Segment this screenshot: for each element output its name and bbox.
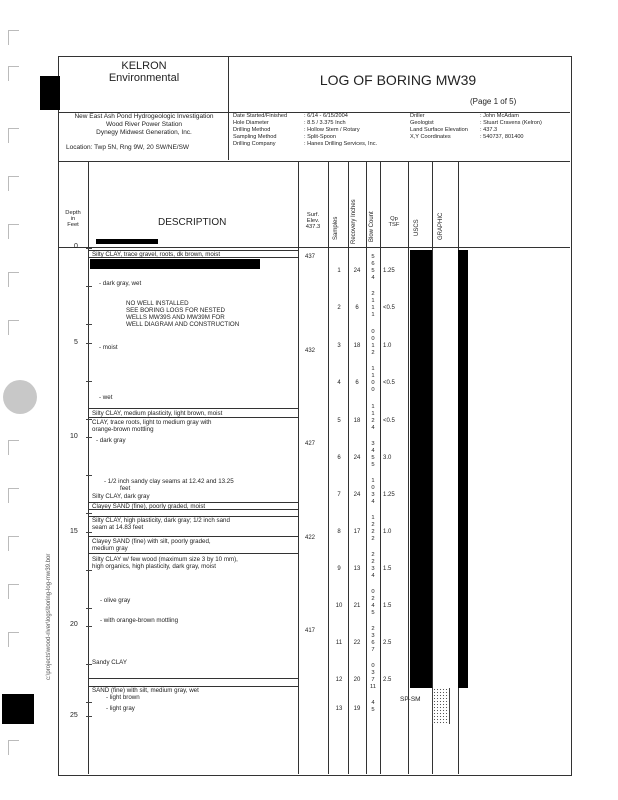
sample-number: 12	[335, 677, 343, 683]
margin-mark	[8, 536, 19, 551]
recovery-column-header: Recovery Inches	[351, 199, 357, 244]
depth-tick	[86, 608, 92, 609]
redaction-bar	[90, 259, 260, 269]
qp-value: 1.5	[383, 566, 392, 572]
layer-boundary	[88, 417, 298, 418]
well-note: NO WELL INSTALLED	[126, 300, 189, 307]
layer-description: Silty CLAY, high plasticity, dark gray; 1/2 inch sand	[92, 517, 230, 524]
elev-header-line: Surf.	[306, 212, 320, 218]
layer-description: CLAY, trace roots, light to medium gray with	[92, 419, 212, 426]
depth-tick	[86, 716, 92, 717]
layer-boundary	[88, 678, 298, 679]
redaction-column	[458, 250, 468, 688]
company-line1: KELRON	[121, 60, 167, 72]
personnel-value: : John McAdam	[480, 113, 519, 119]
sample-recovery: 18	[353, 343, 361, 349]
info-divider	[228, 112, 229, 160]
depth-header-line: in	[70, 216, 76, 222]
sample-recovery: 24	[353, 268, 361, 274]
layer-description: seam at 14.83 feet	[92, 524, 144, 531]
personnel-label: Driller	[410, 113, 425, 119]
blow-count-column-header: Blow Count	[369, 211, 375, 242]
project-location: Location: Twp 5N, Rng 9W, 20 SW/NE/SW	[66, 144, 190, 151]
qp-value: <0.5	[383, 380, 395, 386]
samples-column-header: Samples	[333, 216, 339, 240]
depth-label: 25	[70, 712, 78, 719]
info-bottom-rule	[58, 161, 570, 162]
depth-column-header	[60, 210, 86, 228]
personnel-label: X,Y Coordinates	[410, 134, 451, 140]
sample-number: 3	[337, 343, 341, 349]
sample-number: 13	[335, 706, 343, 712]
blow-counts: 2 3 6 7	[371, 626, 375, 653]
drilling-label: Hole Diameter	[233, 120, 269, 126]
depth-label: 5	[74, 339, 78, 346]
page-title: LOG OF BORING MW39	[319, 72, 477, 88]
qp-value: <0.5	[383, 305, 395, 311]
qp-value: 2.5	[383, 640, 392, 646]
drilling-value: : Hanes Drilling Services, Inc.	[304, 141, 378, 147]
uscs-symbol: SP-SM	[400, 696, 421, 703]
blow-counts: 1 1 2 4	[371, 404, 375, 431]
well-note: WELL DIAGRAM AND CONSTRUCTION	[126, 321, 240, 328]
layer-description: medium gray	[92, 545, 128, 552]
blow-counts: 1 2 2 2	[371, 515, 375, 542]
hole-punch-mark	[3, 380, 37, 414]
layer-note: - dark gray	[96, 437, 126, 444]
margin-mark	[8, 176, 19, 191]
sample-recovery: 21	[353, 603, 361, 609]
elev-header-line: Elev.	[306, 218, 320, 224]
personnel-info-values	[480, 113, 542, 141]
col-line-blow	[380, 161, 381, 774]
layer-note: - 1/2 inch sandy clay seams at 12.42 and 13.25	[104, 478, 234, 485]
depth-tick	[86, 286, 92, 287]
drilling-label: Sampling Method	[233, 134, 277, 140]
well-note: SEE BORING LOGS FOR NESTED	[126, 307, 226, 314]
margin-mark	[8, 488, 19, 503]
personnel-value: : 540737, 801400	[480, 134, 524, 140]
sample-number: 11	[335, 640, 343, 646]
layer-note: - dark gray, wet	[99, 280, 142, 287]
personnel-label: Geologist	[410, 120, 434, 126]
column-header-rule	[58, 247, 570, 248]
redaction-block	[2, 694, 34, 724]
sample-number: 1	[337, 268, 341, 274]
uscs-column-header: USCS	[414, 219, 420, 236]
col-line-qp	[408, 161, 409, 774]
personnel-value: : Stuart Cravens (Kelron)	[480, 120, 542, 126]
drilling-label: Drilling Method	[233, 127, 271, 133]
depth-label: 20	[70, 621, 78, 628]
col-line-recovery	[366, 161, 367, 774]
personnel-label: Land Surface Elevation	[410, 127, 468, 133]
qp-value: 1.0	[383, 343, 392, 349]
elev-header-line: 437.3	[305, 224, 321, 230]
depth-tick	[86, 513, 92, 514]
margin-mark	[8, 740, 19, 755]
sample-number: 9	[337, 566, 341, 572]
personnel-value: : 437.3	[480, 127, 498, 133]
qp-value: 3.0	[383, 455, 392, 461]
sample-recovery: 24	[353, 492, 361, 498]
elevation-column-header	[300, 212, 326, 230]
sample-recovery: 24	[353, 455, 361, 461]
drilling-value: : 8.5 / 3.375 Inch	[304, 120, 346, 126]
layer-boundary	[88, 553, 298, 554]
sample-number: 6	[337, 455, 341, 461]
depth-label: 0	[74, 243, 78, 250]
blow-counts: 1 0 3 4	[371, 478, 375, 505]
sample-recovery: 20	[353, 677, 361, 683]
elevation-value: 437	[305, 254, 316, 260]
blow-counts: 1 1 0 0	[371, 366, 375, 393]
graphic-column-header: GRAPHIC	[438, 212, 444, 240]
layer-description: Clayey SAND (fine), poorly graded, moist	[92, 503, 206, 510]
drilling-label: Date Started/Finished	[233, 113, 288, 119]
margin-mark	[8, 272, 19, 287]
qp-header-line: TSF	[388, 222, 400, 228]
margin-mark	[8, 30, 19, 45]
layer-boundary	[88, 408, 298, 409]
project-line1: New East Ash Pond Hydrogeologic Investigation	[74, 113, 214, 120]
depth-header-line: Feet	[67, 222, 79, 228]
depth-header-line: Depth	[65, 210, 81, 216]
sample-recovery: 22	[353, 640, 361, 646]
col-line-depth	[88, 161, 89, 774]
sample-recovery: 13	[353, 566, 361, 572]
margin-mark	[8, 128, 19, 143]
layer-note: - wet	[99, 394, 113, 401]
depth-label: 15	[70, 528, 78, 535]
layer-description: Silty CLAY, medium plasticity, light brown, moist	[92, 410, 223, 417]
well-note: WELLS MW39S AND MW39M FOR	[126, 314, 225, 321]
project-line2: Wood River Power Station	[105, 121, 183, 128]
margin-mark	[8, 632, 19, 647]
depth-label: 10	[70, 433, 78, 440]
sand-graphic-pattern	[432, 688, 450, 724]
company-line2: Environmental	[108, 72, 180, 84]
blow-counts: 4 5	[371, 700, 375, 713]
layer-description: Silty CLAY, dark gray	[92, 493, 150, 500]
blow-counts: 2 1 1 1	[371, 291, 375, 318]
sample-number: 8	[337, 529, 341, 535]
project-info	[60, 113, 228, 152]
layer-note: feet	[120, 485, 131, 492]
col-line-desc	[298, 161, 299, 774]
drilling-info-labels	[233, 113, 287, 148]
depth-tick	[86, 324, 92, 325]
redaction-column	[410, 250, 432, 688]
depth-tick	[86, 475, 92, 476]
layer-description: Sandy CLAY	[92, 659, 127, 666]
margin-mark	[8, 584, 19, 599]
elevation-value: 427	[305, 441, 316, 447]
qp-value: 2.5	[383, 677, 392, 683]
qp-value: 1.5	[383, 603, 392, 609]
layer-note: - light gray	[106, 705, 135, 712]
margin-mark	[8, 320, 19, 335]
company-name	[60, 60, 228, 84]
qp-header-line: Qp	[390, 216, 398, 222]
drilling-value: : Hollow Stem / Rotary	[304, 127, 360, 133]
sample-recovery: 19	[353, 706, 361, 712]
layer-description: Silty CLAY w/ few wood (maximum size 3 by 10 mm),	[92, 556, 238, 563]
redaction-block	[40, 76, 60, 110]
sample-number: 2	[337, 305, 341, 311]
qp-value: 1.25	[383, 492, 395, 498]
layer-description: Clayey SAND (fine) with silt, poorly graded,	[92, 538, 211, 545]
redaction-bar	[96, 239, 158, 244]
elevation-value: 422	[305, 535, 316, 541]
drilling-info-values	[304, 113, 377, 148]
depth-tick	[86, 381, 92, 382]
depth-tick	[86, 532, 92, 533]
depth-tick	[86, 570, 92, 571]
qp-column-header	[382, 216, 406, 228]
margin-mark	[8, 440, 19, 455]
blow-counts: 0 2 4 5	[371, 589, 375, 616]
file-path-footer: c:\projects\wood-river\logs\boring-log-mw39.bor	[46, 553, 52, 680]
sample-recovery: 17	[353, 529, 361, 535]
layer-description: high organics, high plasticity, dark gray, moist	[92, 563, 216, 570]
qp-value: 1.25	[383, 268, 395, 274]
elevation-value: 432	[305, 348, 316, 354]
layer-note: - moist	[99, 344, 118, 351]
depth-tick	[86, 702, 92, 703]
depth-tick	[86, 437, 92, 438]
elevation-value: 417	[305, 628, 316, 634]
blow-counts: 3 4 5 5	[371, 441, 375, 468]
description-column-header: DESCRIPTION	[158, 217, 227, 228]
layer-note: - with orange-brown mottling	[100, 617, 179, 624]
layer-note: - light brown	[106, 694, 140, 701]
sample-recovery: 18	[353, 418, 361, 424]
layer-description: orange-brown mottling	[92, 426, 154, 433]
sample-number: 5	[337, 418, 341, 424]
sample-recovery: 6	[355, 380, 359, 386]
sample-number: 10	[335, 603, 343, 609]
margin-mark	[8, 66, 19, 81]
layer-description: SAND (fine) with silt, medium gray, wet	[92, 687, 199, 694]
blow-counts: 2 2 3 4	[371, 552, 375, 579]
col-line-uscs	[432, 161, 433, 774]
drilling-value: : 6/14 - 6/15/2004	[304, 113, 348, 119]
project-line3: Dynegy Midwest Generation, Inc.	[96, 129, 192, 136]
drilling-value: : Split-Spoon	[304, 134, 337, 140]
personnel-info-labels	[410, 113, 468, 141]
qp-value: <0.5	[383, 418, 395, 424]
qp-value: 1.0	[383, 529, 392, 535]
drilling-label: Drilling Company	[233, 141, 276, 147]
sample-recovery: 6	[355, 305, 359, 311]
col-line-elev	[328, 161, 329, 774]
blow-counts: 0 3 7 11	[369, 663, 377, 690]
blow-counts: 5 6 5 4	[371, 254, 375, 281]
margin-mark	[8, 224, 19, 239]
page-count: (Page 1 of 5)	[470, 97, 517, 106]
sample-number: 7	[337, 492, 341, 498]
layer-note: - olive gray	[100, 597, 131, 604]
layer-boundary	[88, 536, 298, 537]
depth-tick	[86, 248, 92, 249]
layer-description: Silty CLAY, trace gravel, roots, dk brown, moist	[92, 251, 221, 258]
sample-number: 4	[337, 380, 341, 386]
depth-tick	[86, 626, 92, 627]
depth-tick	[86, 343, 92, 344]
blow-counts: 0 0 1 2	[371, 329, 375, 356]
